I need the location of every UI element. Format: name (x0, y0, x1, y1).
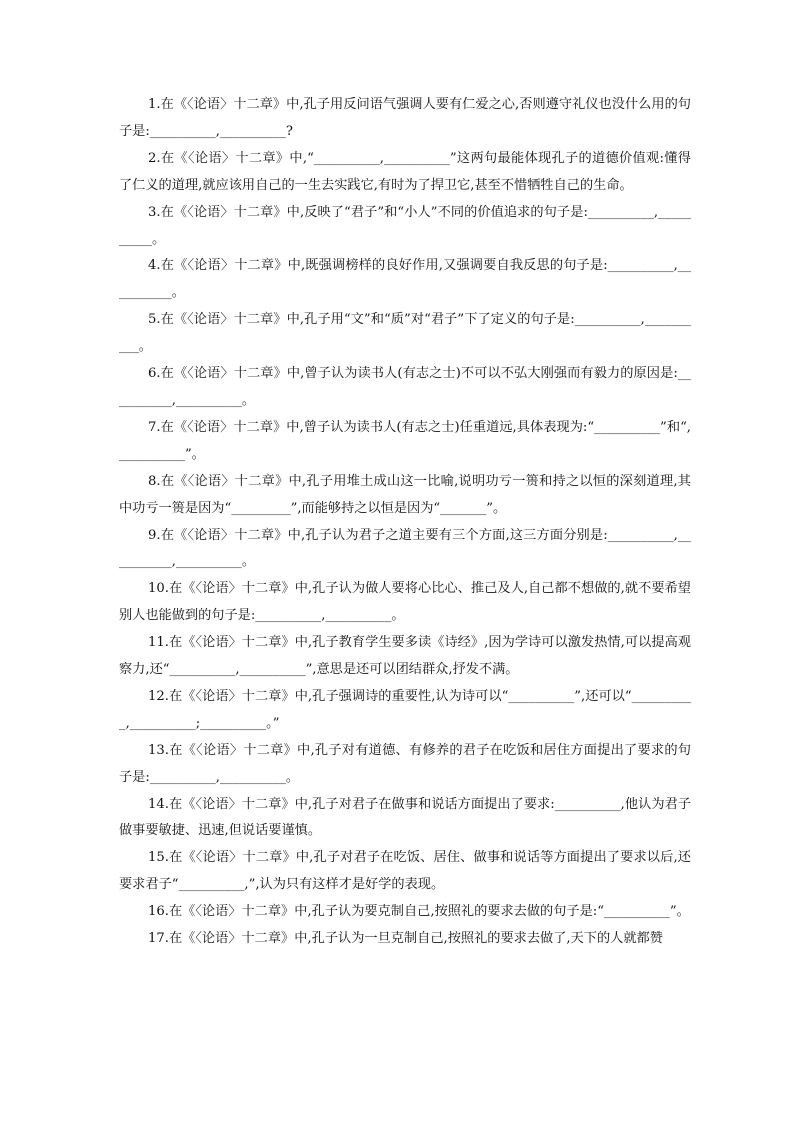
question-7: 7.在《〈论语〉十二章》中,曾子认为读书人(有志之士)任重道远,具体表现为:“__________”和“,__________”。 (119, 419, 691, 462)
question-1: 1.在《〈论语〉十二章》中,孔子用反问语气强调人要有仁爱之心,否则遵守礼仪也没什么用的句子是:__________,__________? (119, 97, 691, 139)
question-5: 5.在《〈论语〉十二章》中,孔子用“文”和“质”对“君子”下了定义的句子是:__________,__________。 (119, 312, 691, 355)
question-10: 10.在《〈论语〉十二章》中,孔子认为做人要将心比心、推己及人,自己都不想做的,就不要希望别人也能做到的句子是:__________,__________。 (119, 581, 691, 624)
question-4: 4.在《〈论语〉十二章》中,既强调榜样的良好作用,又强调要自我反思的句子是:__________,__________。 (119, 258, 691, 301)
question-8: 8.在《〈论语〉十二章》中,孔子用堆土成山这一比喻,说明功亏一篑和持之以恒的深刻道理,其中功亏一篑是因为“_________”,而能够持之以恒是因为“_______”。 (119, 473, 691, 516)
question-2: 2.在《〈论语〉十二章》中,“__________,__________”这两句最能体现孔子的道德价值观:懂得了仁义的道理,就应该用自己的一生去实践它,有时为了捍卫它,甚至不惜牺牲自己的生命。 (119, 150, 691, 193)
worksheet (119, 92, 691, 953)
question-6: 6.在《〈论语〉十二章》中,曾子认为读书人(有志之士)不可以不弘大刚强而有毅力的原因是:__________,__________。 (119, 366, 691, 408)
question-9: 9.在《〈论语〉十二章》中,孔子认为君子之道主要有三个方面,这三方面分别是:__________,__________,__________。 (119, 527, 691, 570)
question-12: 12.在《〈论语〉十二章》中,孔子强调诗的重要性,认为诗可以“__________”,还可以“__________,__________;__________。” (119, 688, 691, 731)
question-3: 3.在《〈论语〉十二章》中,反映了“君子”和“小人”不同的价值追求的句子是:__________,__________。 (119, 204, 691, 247)
question-15: 15.在《〈论语〉十二章》中,孔子对君子在吃饭、居住、做事和说话等方面提出了要求以后,还要求君子“__________,”,认为只有这样才是好学的表现。 (119, 850, 691, 893)
question-14: 14.在《〈论语〉十二章》中,孔子对君子在做事和说话方面提出了要求:__________,他认为君子做事要敏捷、迅速,但说话要谨慎。 (119, 796, 691, 839)
question-16: 16.在《〈论语〉十二章》中,孔子认为要克制自己,按照礼的要求去做的句子是:“__________”。 (148, 904, 690, 920)
question-11: 11.在《〈论语〉十二章》中,孔子教育学生要多读《诗经》,因为学诗可以激发热情,可以提高观察力,还“__________,__________”,意思是还可以团结群众,抒发不满。 (119, 635, 691, 678)
question-17: 17.在《〈论语〉十二章》中,孔子认为一旦克制自己,按照礼的要求去做了,天下的人就都赞 (148, 931, 663, 947)
question-13: 13.在《〈论语〉十二章》中,孔子对有道德、有修养的君子在吃饭和居住方面提出了要求的句子是:__________,__________。 (119, 742, 691, 785)
